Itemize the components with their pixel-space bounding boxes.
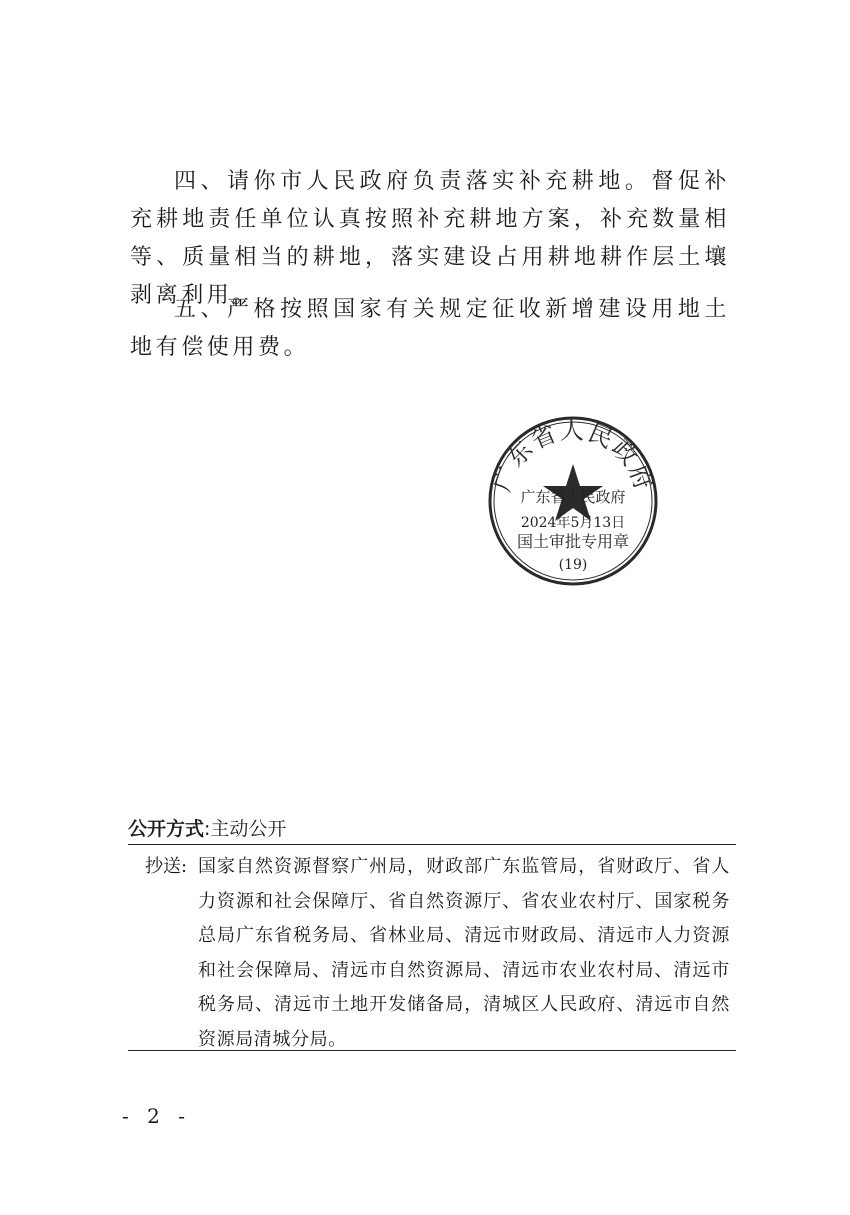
cc-top-rule <box>128 844 736 845</box>
seal-inner-text: 广东省人民政府 <box>520 488 626 506</box>
seal-purpose-text: 国土审批专用章 <box>516 532 630 551</box>
paragraph-4: 四、请你市人民政府负责落实补充耕地。督促补充耕地责任单位认真按照补充耕地方案，补充数量相等、质量相当的耕地，落实建设占用耕地耕作层土壤剥离利用。 <box>130 169 730 308</box>
page-number: - 2 - <box>122 1104 191 1128</box>
seal-number: (19) <box>558 557 588 573</box>
disclosure-label: 公开方式 <box>128 818 205 840</box>
disclosure-value: 主动公开 <box>210 818 287 840</box>
seal-date-text: 2024年5月13日 <box>520 515 626 531</box>
disclosure-method <box>128 814 286 841</box>
official-seal-icon <box>486 414 660 588</box>
cc-bottom-rule <box>128 1050 736 1051</box>
disclosure-colon: : <box>204 818 211 840</box>
cc-label: 抄送: <box>145 856 188 877</box>
cc-recipients: 国家自然资源督察广州局，财政部广东监管局，省财政厅、省人力资源和社会保障厅、省自然资源厅、省农业农村厅、国家税务总局广东省税务局、省林业局、清远市财政局、清远市人力资源和社会保障局、清远市自然资源局、清远市农业农村局、清远市税务局、清远市土地开发储备局，清城区人民政府、清远市自然资源局清城分局。 <box>198 856 730 1050</box>
paragraph-5: 五、严格按照国家有关规定征收新增建设用地土地有偿使用费。 <box>130 297 730 360</box>
seal-org-text: 广东省人民政府 <box>487 416 659 496</box>
